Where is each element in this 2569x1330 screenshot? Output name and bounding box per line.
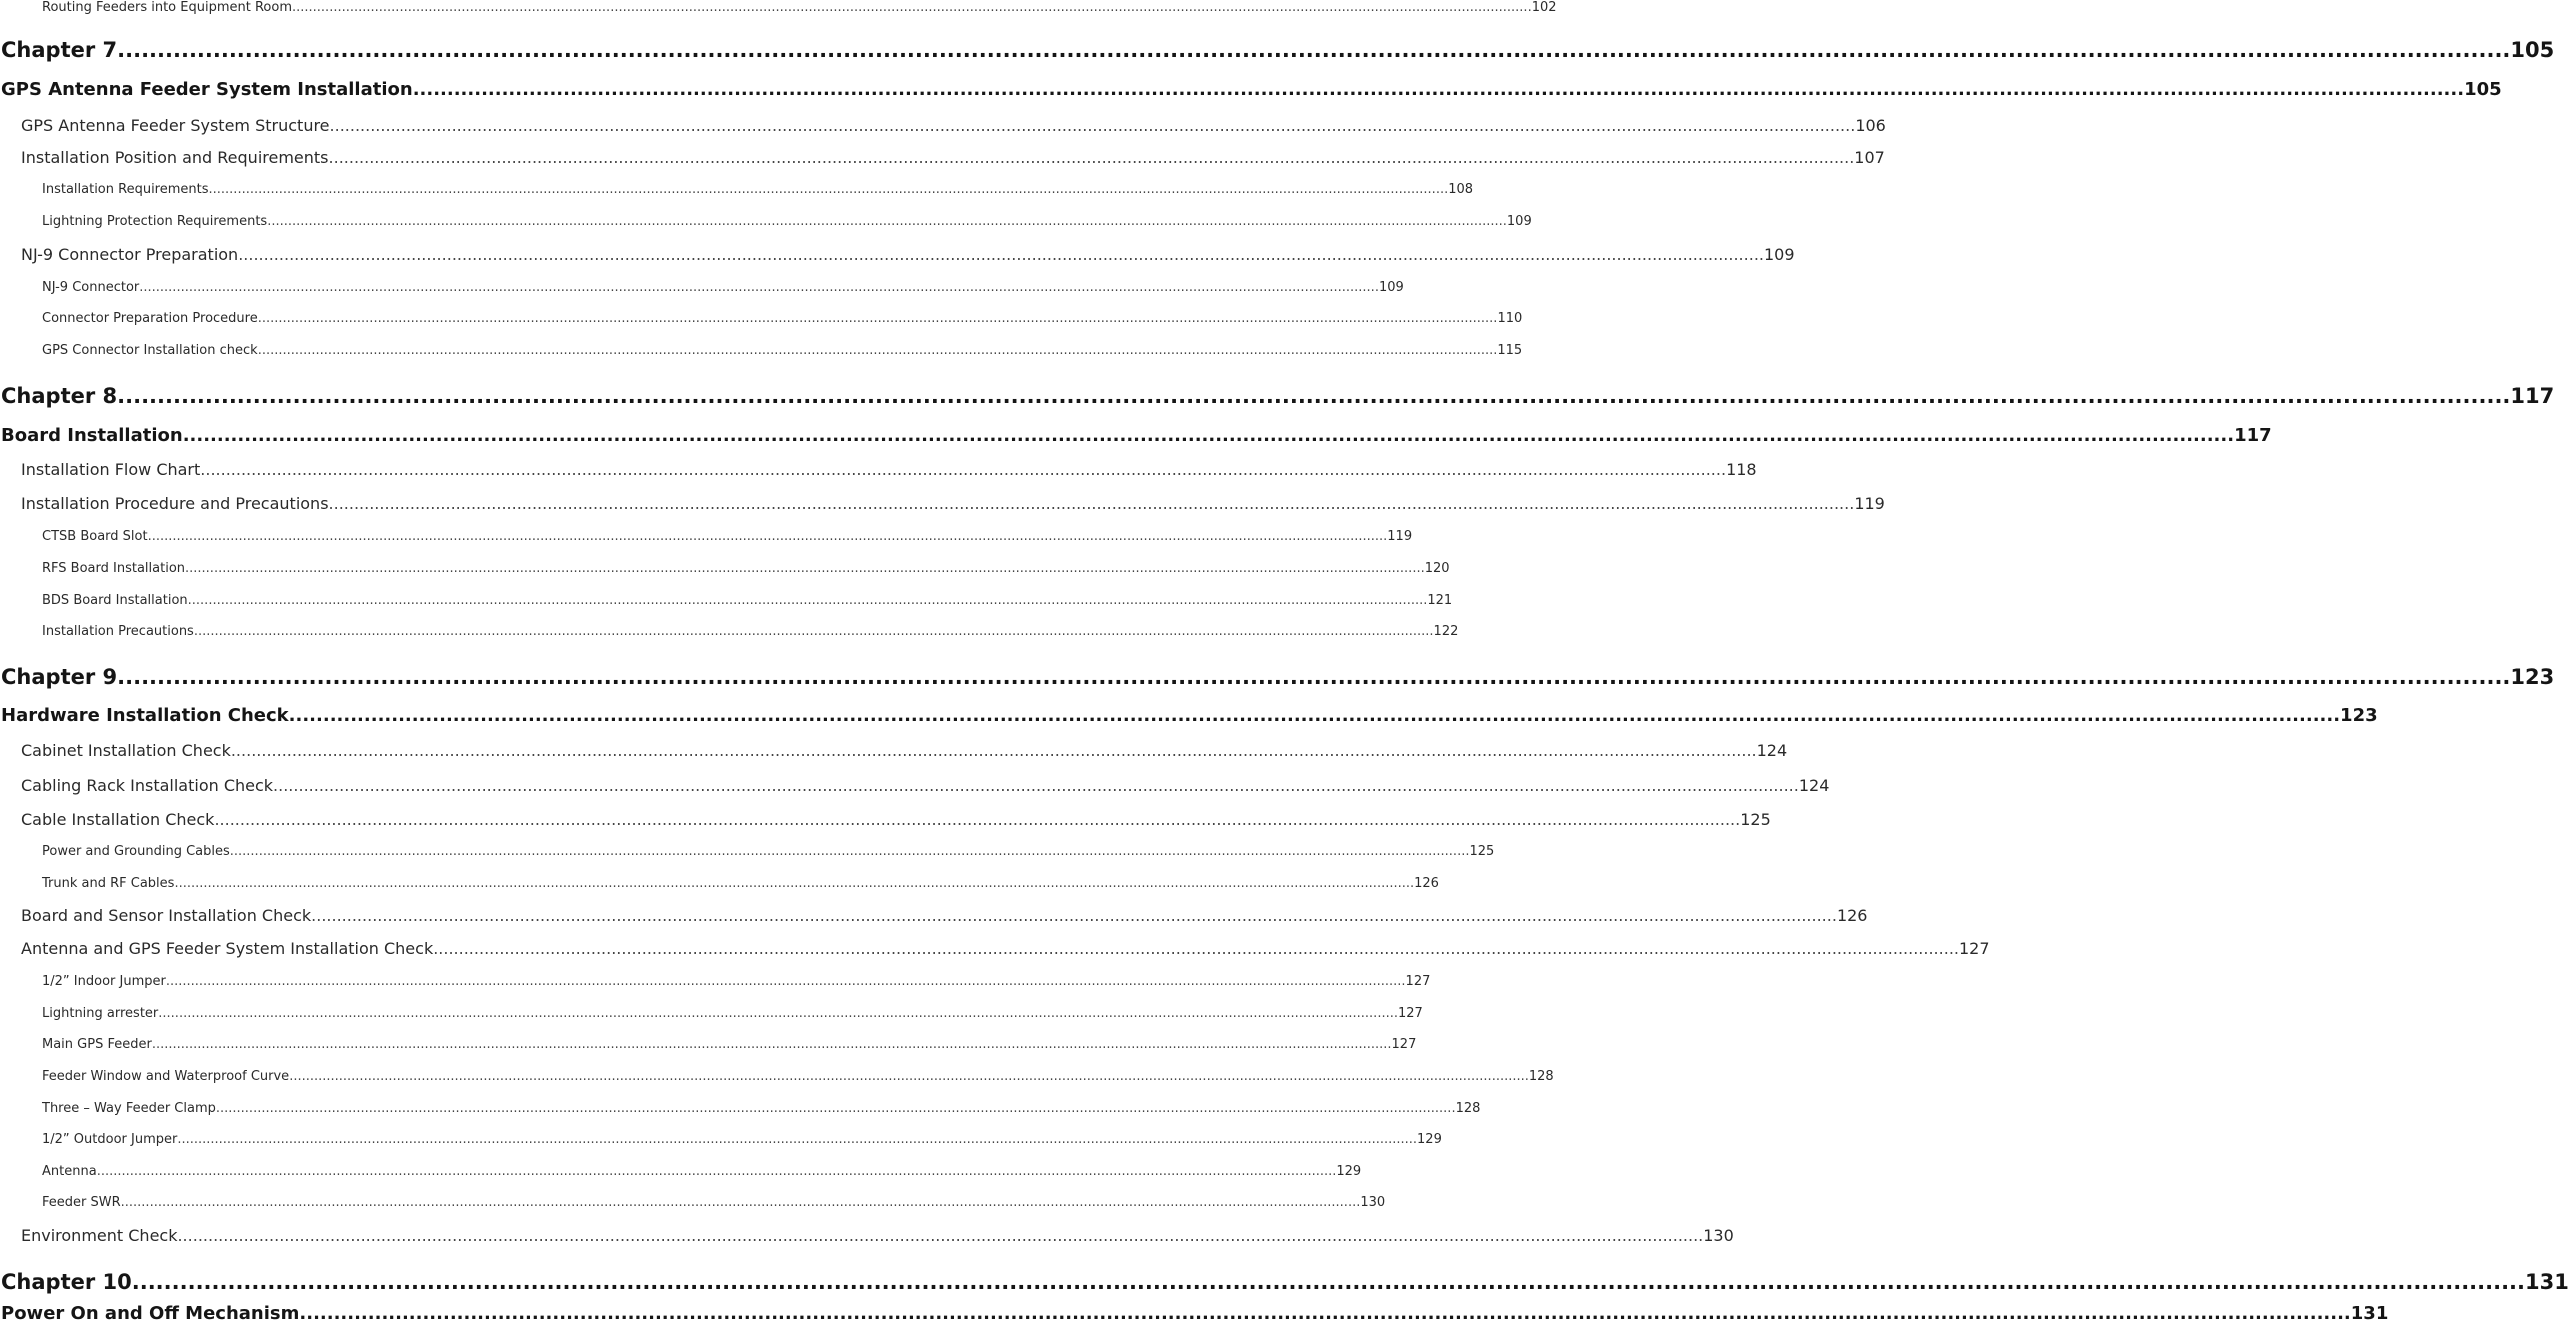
toc-entry-title: GPS Antenna Feeder System Structure — [21, 116, 330, 135]
toc-entry-title: NJ-9 Connector Preparation — [21, 245, 239, 264]
leader-dots: ............................................................................................................................................................................................................................................................................................................ — [328, 494, 1855, 513]
toc-entry[interactable] — [21, 776, 1830, 798]
toc-entry-title: Board and Sensor Installation Check — [21, 906, 312, 925]
toc-entry-title: Antenna — [42, 1164, 97, 1179]
leader-dots: ............................................................................................................................................................................................................................................................................................................ — [177, 1226, 1704, 1245]
toc-section[interactable] — [1, 79, 2502, 105]
toc-entry[interactable] — [42, 1069, 1554, 1087]
toc-entry-title: Cabling Rack Installation Check — [21, 776, 274, 795]
toc-chapter[interactable] — [1, 665, 2555, 695]
toc-entry[interactable] — [42, 0, 1557, 18]
toc-entry-title: Power and Grounding Cables — [42, 844, 230, 859]
toc-entry[interactable] — [21, 148, 1885, 170]
toc-entry-title: Trunk and RF Cables — [42, 876, 175, 891]
toc-entry-title: RFS Board Installation — [42, 561, 186, 576]
toc-entry-page: 128 — [1528, 1069, 1554, 1084]
toc-entry-title: Connector Preparation Procedure — [42, 311, 258, 326]
toc-entry-page: 119 — [1387, 529, 1413, 544]
toc-entry[interactable] — [42, 1006, 1423, 1024]
leader-dots: ............................................................................................................................................................................................................................................................................................................ — [230, 741, 1757, 760]
toc-entry[interactable] — [21, 810, 1771, 832]
toc-chapter[interactable] — [1, 384, 2555, 414]
toc-chapter-page: 105 — [2510, 38, 2555, 62]
toc-chapter[interactable] — [1, 1270, 2569, 1300]
toc-entry[interactable] — [42, 624, 1459, 642]
toc-entry[interactable] — [21, 741, 1788, 763]
toc-entry-title: Installation Requirements — [42, 182, 209, 197]
toc-entry-title: Antenna and GPS Feeder System Installation Check — [21, 939, 434, 958]
toc-entry-title: CTSB Board Slot — [42, 529, 148, 544]
toc-entry-page: 129 — [1417, 1132, 1442, 1147]
leader-dots: ............................................................................................................................................................................................................................................................................................................ — [289, 1069, 1529, 1084]
leader-dots: ............................................................................................................................................................................................................................................................................................................ — [299, 1303, 2351, 1324]
toc-entry-page: 127 — [1958, 939, 1990, 958]
toc-section[interactable] — [1, 705, 2378, 731]
toc-section-page: 105 — [2464, 79, 2502, 100]
toc-entry[interactable] — [42, 1195, 1386, 1213]
toc-chapter[interactable] — [1, 38, 2555, 68]
toc-section[interactable] — [1, 1303, 2389, 1329]
toc-entry-title: Installation Flow Chart — [21, 460, 201, 479]
toc-section[interactable] — [1, 425, 2272, 451]
toc-chapter-title: Chapter 7 — [1, 38, 118, 62]
toc-entry-title: Installation Procedure and Precautions — [21, 494, 329, 513]
leader-dots: ............................................................................................................................................................................................................................................................................................................ — [433, 939, 1959, 958]
leader-dots: ............................................................................................................................................................................................................................................................................................................ — [117, 384, 2511, 408]
toc-entry-title: Cabinet Installation Check — [21, 741, 231, 760]
toc-entry-page: 125 — [1740, 810, 1771, 829]
toc-entry[interactable] — [42, 182, 1474, 200]
toc-entry[interactable] — [42, 311, 1523, 329]
leader-dots: ............................................................................................................................................................................................................................................................................................................ — [174, 876, 1415, 891]
toc-entry[interactable] — [42, 1101, 1481, 1119]
toc-entry-title: Routing Feeders into Equipment Room — [42, 0, 292, 15]
toc-entry-page: 107 — [1854, 148, 1885, 167]
toc-entry[interactable] — [42, 876, 1439, 894]
leader-dots: ............................................................................................................................................................................................................................................................................................................ — [292, 0, 1532, 15]
leader-dots: ............................................................................................................................................................................................................................................................................................................ — [273, 776, 1799, 795]
toc-entry-page: 120 — [1424, 561, 1450, 576]
toc-chapter-title: Chapter 10 — [1, 1270, 132, 1294]
toc-entry[interactable] — [42, 214, 1532, 232]
leader-dots: ............................................................................................................................................................................................................................................................................................................ — [257, 311, 1498, 326]
toc-entry[interactable] — [42, 529, 1413, 547]
toc-entry-page: 126 — [1414, 876, 1439, 891]
leader-dots: ............................................................................................................................................................................................................................................................................................................ — [117, 38, 2511, 62]
toc-entry-page: 115 — [1497, 343, 1523, 358]
toc-entry-title: Environment Check — [21, 1226, 178, 1245]
toc-chapter-page: 123 — [2510, 665, 2555, 689]
toc-chapter-page: 117 — [2510, 384, 2555, 408]
toc-entry-page: 118 — [1726, 460, 1757, 479]
toc-entry-title: Cable Installation Check — [21, 810, 215, 829]
toc-entry[interactable] — [42, 1132, 1442, 1150]
toc-chapter-page: 131 — [2525, 1270, 2569, 1294]
leader-dots: ............................................................................................................................................................................................................................................................................................................ — [147, 529, 1388, 544]
toc-section-title: Hardware Installation Check — [1, 705, 289, 726]
toc-chapter-title: Chapter 8 — [1, 384, 118, 408]
leader-dots: ............................................................................................................................................................................................................................................................................................................ — [229, 844, 1470, 859]
toc-entry-page: 127 — [1405, 974, 1431, 989]
toc-entry-title: Main GPS Feeder — [42, 1037, 152, 1052]
toc-entry[interactable] — [42, 844, 1495, 862]
toc-entry-title: 1/2” Indoor Jumper — [42, 974, 166, 989]
toc-entry-page: 127 — [1397, 1006, 1423, 1021]
toc-entry[interactable] — [42, 561, 1450, 579]
toc-entry[interactable] — [21, 906, 1868, 928]
toc-entry-title: BDS Board Installation — [42, 593, 188, 608]
leader-dots: ............................................................................................................................................................................................................................................................................................................ — [96, 1164, 1337, 1179]
toc-section-page: 131 — [2350, 1303, 2389, 1324]
toc-entry-page: 127 — [1391, 1037, 1417, 1052]
toc-entry[interactable] — [42, 280, 1404, 298]
toc-entry-title: Lightning arrester — [42, 1006, 159, 1021]
toc-section-page: 123 — [2340, 705, 2378, 726]
toc-section-title: GPS Antenna Feeder System Installation — [1, 79, 413, 100]
toc-entry-page: 109 — [1506, 214, 1532, 229]
leader-dots: ............................................................................................................................................................................................................................................................................................................ — [329, 116, 1856, 135]
leader-dots: ............................................................................................................................................................................................................................................................................................................ — [257, 343, 1498, 358]
toc-entry[interactable] — [21, 494, 1885, 516]
leader-dots: ............................................................................................................................................................................................................................................................................................................ — [215, 1101, 1456, 1116]
leader-dots: ............................................................................................................................................................................................................................................................................................................ — [311, 906, 1837, 925]
toc-entry-page: 122 — [1433, 624, 1459, 639]
toc-entry[interactable] — [42, 1037, 1417, 1055]
leader-dots: ............................................................................................................................................................................................................................................................................................................ — [412, 79, 2465, 100]
toc-entry-page: 124 — [1756, 741, 1788, 760]
toc-entry-title: 1/2” Outdoor Jumper — [42, 1132, 178, 1147]
toc-entry-page: 129 — [1336, 1164, 1362, 1179]
toc-entry[interactable] — [21, 1226, 1734, 1248]
leader-dots: ............................................................................................................................................................................................................................................................................................................ — [193, 624, 1434, 639]
toc-entry-page: 124 — [1798, 776, 1830, 795]
toc-entry-title: Lightning Protection Requirements — [42, 214, 268, 229]
toc-entry-page: 110 — [1497, 311, 1523, 326]
toc-entry-page: 109 — [1378, 280, 1404, 295]
toc-entry[interactable] — [21, 939, 1990, 961]
leader-dots: ............................................................................................................................................................................................................................................................................................................ — [288, 705, 2341, 726]
toc-section-page: 117 — [2234, 425, 2272, 446]
leader-dots: ............................................................................................................................................................................................................................................................................................................ — [267, 214, 1507, 229]
toc-entry-page: 106 — [1855, 116, 1886, 135]
leader-dots: ............................................................................................................................................................................................................................................................................................................ — [151, 1037, 1392, 1052]
toc-chapter-title: Chapter 9 — [1, 665, 118, 689]
toc-entry-title: Feeder Window and Waterproof Curve — [42, 1069, 290, 1084]
toc-entry[interactable] — [42, 593, 1453, 611]
toc-entry-title: GPS Connector Installation check — [42, 343, 258, 358]
leader-dots: ............................................................................................................................................................................................................................................................................................................ — [208, 182, 1449, 197]
leader-dots: ............................................................................................................................................................................................................................................................................................................ — [214, 810, 1741, 829]
toc-entry-page: 109 — [1763, 245, 1795, 264]
toc-entry-page: 108 — [1448, 182, 1474, 197]
leader-dots: ............................................................................................................................................................................................................................................................................................................ — [165, 974, 1406, 989]
toc-entry[interactable] — [21, 460, 1757, 482]
toc-entry-page: 130 — [1360, 1195, 1386, 1210]
leader-dots: ............................................................................................................................................................................................................................................................................................................ — [117, 665, 2511, 689]
leader-dots: ............................................................................................................................................................................................................................................................................................................ — [131, 1270, 2526, 1294]
leader-dots: ............................................................................................................................................................................................................................................................................................................ — [328, 148, 1855, 167]
toc-entry[interactable] — [42, 974, 1431, 992]
leader-dots: ............................................................................................................................................................................................................................................................................................................ — [200, 460, 1727, 479]
toc-entry-title: Installation Precautions — [42, 624, 194, 639]
toc-entry-page: 126 — [1836, 906, 1868, 925]
leader-dots: ............................................................................................................................................................................................................................................................................................................ — [120, 1195, 1361, 1210]
toc-entry-title: Three – Way Feeder Clamp — [42, 1101, 216, 1116]
toc-entry-page: 125 — [1469, 844, 1495, 859]
toc-entry-page: 102 — [1531, 0, 1557, 15]
toc-entry-title: NJ-9 Connector — [42, 280, 140, 295]
leader-dots: ............................................................................................................................................................................................................................................................................................................ — [187, 593, 1428, 608]
toc-entry-title: Feeder SWR — [42, 1195, 121, 1210]
leader-dots: ............................................................................................................................................................................................................................................................................................................ — [185, 561, 1425, 576]
toc-entry-page: 121 — [1427, 593, 1453, 608]
toc-entry[interactable] — [21, 245, 1795, 267]
toc-section-title: Board Installation — [1, 425, 183, 446]
leader-dots: ............................................................................................................................................................................................................................................................................................................ — [158, 1006, 1398, 1021]
toc-entry-title: Installation Position and Requirements — [21, 148, 329, 167]
toc-entry[interactable] — [42, 343, 1523, 361]
leader-dots: ............................................................................................................................................................................................................................................................................................................ — [182, 425, 2235, 446]
toc-entry-page: 128 — [1455, 1101, 1481, 1116]
toc-entry-page: 130 — [1703, 1226, 1734, 1245]
toc-entry[interactable] — [21, 116, 1886, 138]
leader-dots: ............................................................................................................................................................................................................................................................................................................ — [139, 280, 1379, 295]
leader-dots: ............................................................................................................................................................................................................................................................................................................ — [238, 245, 1764, 264]
toc-section-title: Power On and Off Mechanism — [1, 1303, 300, 1324]
leader-dots: ............................................................................................................................................................................................................................................................................................................ — [177, 1132, 1418, 1147]
toc-entry-page: 119 — [1854, 494, 1885, 513]
toc-entry[interactable] — [42, 1164, 1362, 1182]
